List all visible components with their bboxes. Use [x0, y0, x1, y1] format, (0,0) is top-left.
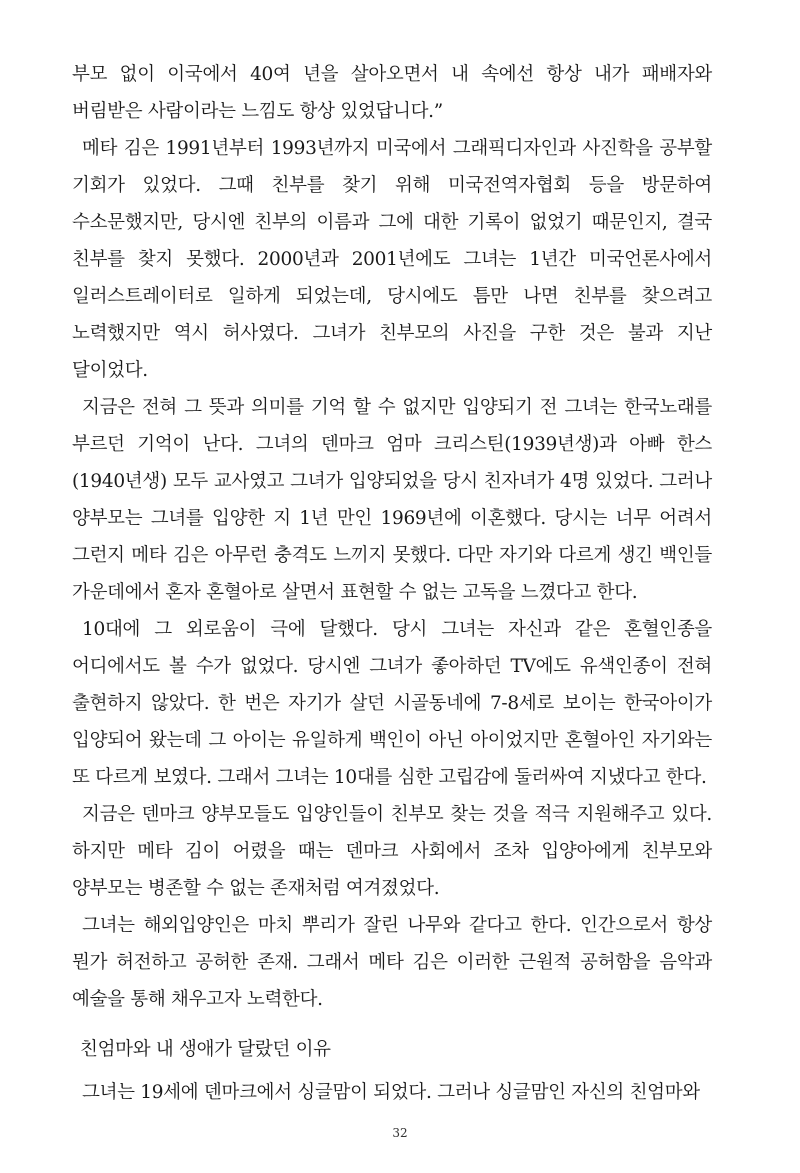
section-paragraph: 그녀는 19세에 덴마크에서 싱글맘이 되었다. 그러나 싱글맘인 자신의 친엄마와 — [82, 1082, 700, 1103]
paragraph: 그녀는 해외입양인은 마치 뿌리가 잘린 나무와 같다고 한다. 인간으로서 항상 뭔가 허전하고 공허한 존재. 그래서 메타 김은 이러한 근원적 공허함을 음악과 예술을 통해 채우고자 노력한다. — [72, 915, 712, 1010]
paragraph: 10대에 그 외로움이 극에 달했다. 당시 그녀는 자신과 같은 혼혈인종을 어디에서도 볼 수가 없었다. 당시엔 그녀가 좋아하던 TV에도 유색인종이 전혀 출현하지 않았다. 한 번은 자기가 살던 시골동네에 7-8세로 보이는 한국아이가 입양되어 왔는데 그 아이는 유일하게 백인이 아닌 아이었지만 혼혈아인 자기와는 또 다르게 보였다. 그래서 그녀는 10대를 심한 고립감에 둘러싸여 지냈다고 한다. — [72, 619, 712, 788]
page-number: 32 — [392, 1126, 408, 1140]
paragraph-continued: 부모 없이 이국에서 40여 년을 살아오면서 내 속에선 항상 내가 패배자와 버림받은 사람이라는 느낌도 항상 있었답니다.” — [72, 64, 712, 122]
paragraph: 지금은 덴마크 양부모들도 입양인들이 친부모 찾는 것을 적극 지원해주고 있다. 하지만 메타 김이 어렸을 때는 덴마크 사회에서 조차 입양아에게 친부모와 양부모는 병존할 수 없는 존재처럼 여겨졌었다. — [72, 804, 712, 899]
body-text — [72, 56, 712, 1018]
section-heading: 친엄마와 내 생애가 달랐던 이유 — [80, 1039, 331, 1060]
paragraph: 지금은 전혀 그 뜻과 의미를 기억 할 수 없지만 입양되기 전 그녀는 한국노래를 부르던 기억이 난다. 그녀의 덴마크 엄마 크리스틴(1939년생)과 아빠 한스(1940년생) 모두 교사였고 그녀가 입양되었을 당시 친자녀가 4명 있었다. 그러나 양부모는 그녀를 입양한 지 1년 만인 1969년에 이혼했다. 당시는 너무 어려서 그런지 메타 김은 아무런 충격도 느끼지 못했다. 다만 자기와 다르게 생긴 백인들 가운데에서 혼자 혼혈아로 살면서 표현할 수 없는 고독을 느꼈다고 한다. — [72, 397, 712, 603]
paragraph: 메타 김은 1991년부터 1993년까지 미국에서 그래픽디자인과 사진학을 공부할 기회가 있었다. 그때 친부를 찾기 위해 미국전역자협회 등을 방문하여 수소문했지만, 당시엔 친부의 이름과 그에 대한 기록이 없었기 때문인지, 결국 친부를 찾지 못했다. 2000년과 2001년에도 그녀는 1년간 미국언론사에서 일러스트레이터로 일하게 되었는데, 당시에도 틈만 나면 친부를 찾으려고 노력했지만 역시 허사였다. 그녀가 친부모의 사진을 구한 것은 불과 지난 달이었다. — [72, 138, 712, 381]
